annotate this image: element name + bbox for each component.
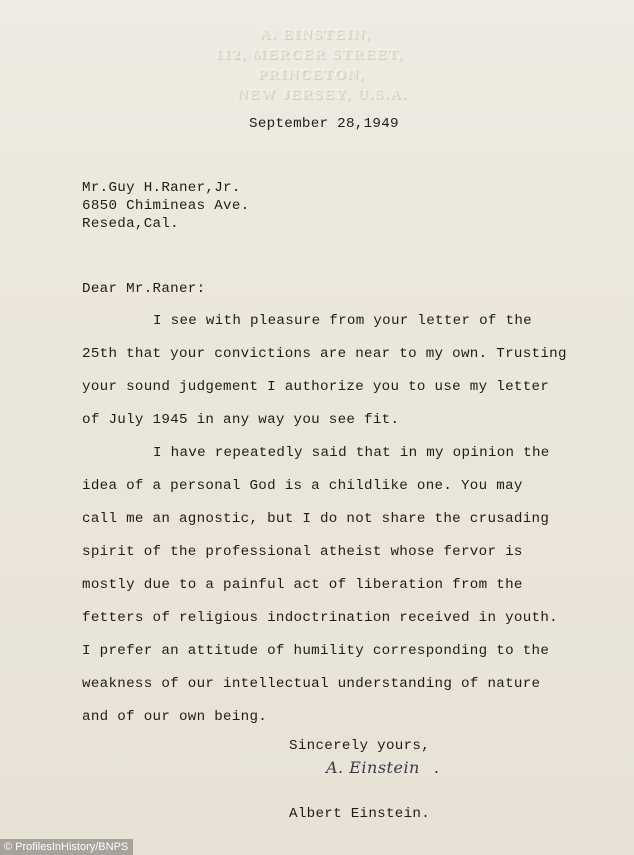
signature-text: A. Einstein <box>326 758 420 777</box>
photo-credit: © ProfilesInHistory/BNPS <box>0 839 133 855</box>
embossed-letterhead <box>170 26 450 106</box>
body-line: idea of a personal God is a childlike one. You may <box>82 478 523 494</box>
body-line: I have repeatedly said that in my opinion the <box>153 445 550 461</box>
letterhead-city: PRINCETON, <box>258 68 366 83</box>
body-line: spirit of the professional atheist whose fervor is <box>82 544 523 560</box>
letterhead-name: A. EINSTEIN, <box>260 28 372 43</box>
typed-name: Albert Einstein. <box>289 806 431 822</box>
body-line: of July 1945 in any way you see fit. <box>82 412 400 428</box>
body-line: I prefer an attitude of humility corresponding to the <box>82 643 550 659</box>
recipient-name: Mr.Guy H.Raner,Jr. <box>82 180 241 196</box>
letterhead-state: NEW JERSEY, U.S.A. <box>237 88 409 103</box>
body-line: your sound judgement I authorize you to use my letter <box>82 379 550 395</box>
handwritten-signature <box>326 758 439 777</box>
body-line: 25th that your convictions are near to my own. Trusting <box>82 346 567 362</box>
recipient-city: Reseda,Cal. <box>82 216 179 232</box>
letterhead-street: 112, MERCER STREET, <box>215 48 405 63</box>
body-line: and of our own being. <box>82 709 268 725</box>
body-line: weakness of our intellectual understanding of nature <box>82 676 541 692</box>
letter-date: September 28,1949 <box>249 116 399 132</box>
body-line: mostly due to a painful act of liberation from the <box>82 577 523 593</box>
salutation: Dear Mr.Raner: <box>82 281 206 297</box>
body-line: call me an agnostic, but I do not share the crusading <box>82 511 550 527</box>
signature-dot: . <box>433 758 440 777</box>
body-line: I see with pleasure from your letter of the <box>153 313 532 329</box>
recipient-street: 6850 Chimineas Ave. <box>82 198 250 214</box>
closing: Sincerely yours, <box>289 738 431 754</box>
body-line: fetters of religious indoctrination received in youth. <box>82 610 558 626</box>
